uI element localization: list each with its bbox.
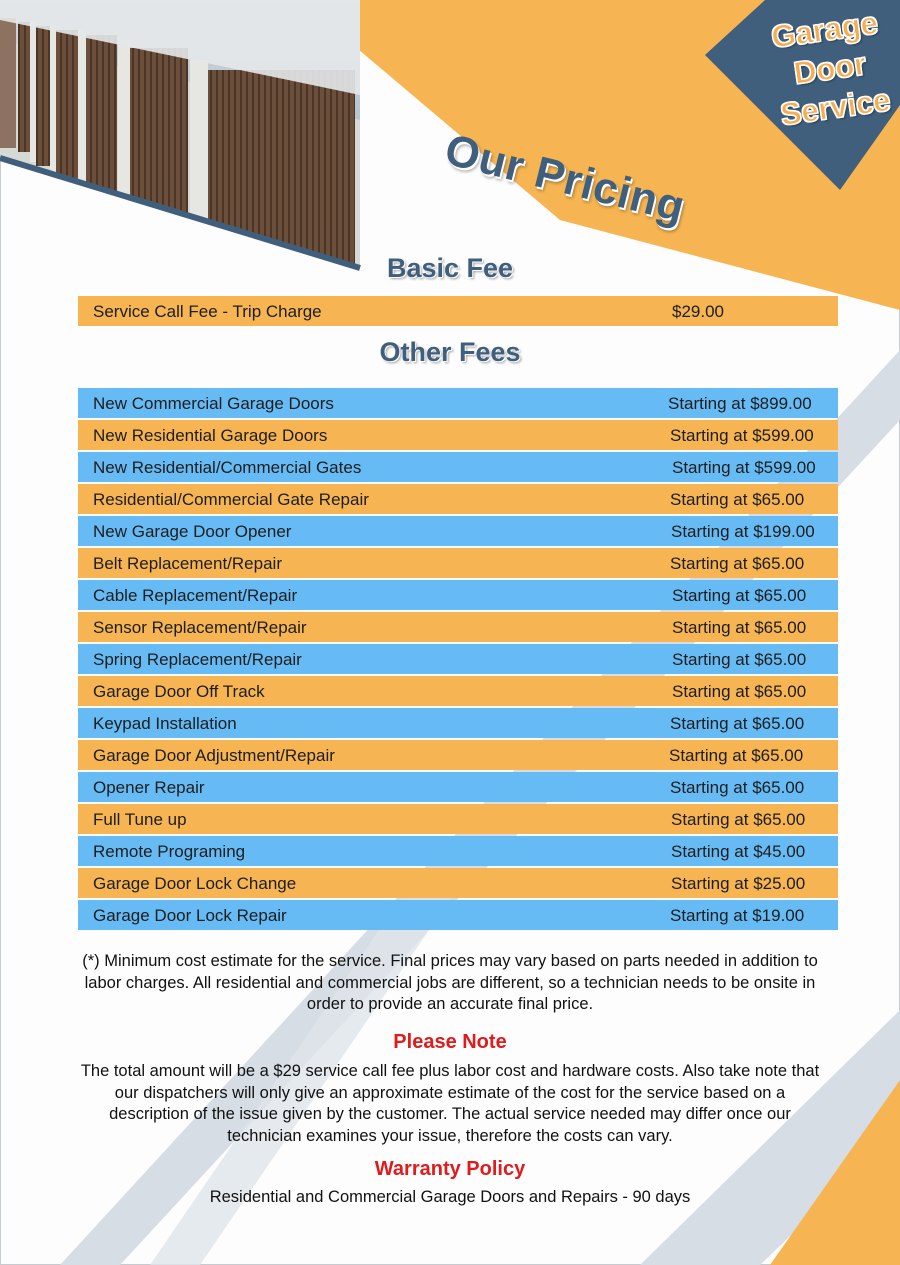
fee-price: Starting at $45.00 [671, 842, 806, 861]
fee-row [78, 708, 838, 738]
fee-price: Starting at $599.00 [672, 458, 816, 477]
fee-row [78, 740, 838, 770]
fee-name: Belt Replacement/Repair [93, 554, 282, 573]
fee-row [78, 676, 838, 706]
fee-name: Remote Programing [93, 842, 246, 861]
fee-row [78, 804, 838, 834]
fee-name: Garage Door Lock Change [93, 874, 297, 893]
fee-row [78, 612, 838, 642]
fee-row [78, 836, 838, 866]
fee-price: Starting at $899.00 [668, 394, 812, 413]
fee-price: Starting at $199.00 [671, 522, 815, 541]
fee-name: New Residential/Commercial Gates [93, 458, 362, 477]
fee-row [78, 900, 838, 930]
fee-name: Keypad Installation [93, 714, 237, 733]
fee-name: Spring Replacement/Repair [93, 650, 302, 669]
fee-row [78, 452, 838, 482]
other-fees-title: Other Fees [379, 337, 521, 367]
fee-name: Full Tune up [93, 810, 187, 829]
fee-price: Starting at $65.00 [672, 650, 807, 669]
fee-name: Opener Repair [93, 778, 205, 797]
please-note-title: Please Note [393, 1031, 507, 1053]
fee-name: New Commercial Garage Doors [93, 394, 334, 413]
fee-price: Starting at $65.00 [672, 618, 807, 637]
fee-name: Sensor Replacement/Repair [93, 618, 307, 637]
badge-line-3: Service [778, 82, 893, 133]
badge-line-1: Garage [769, 5, 880, 55]
fee-name: Residential/Commercial Gate Repair [93, 490, 369, 509]
basic-fee-title: Basic Fee [386, 253, 514, 283]
fee-name: Garage Door Adjustment/Repair [93, 746, 335, 765]
fee-name: Cable Replacement/Repair [93, 586, 298, 605]
fee-row [78, 644, 838, 674]
fee-name: New Residential Garage Doors [93, 426, 328, 445]
disclaimer-text: (*) Minimum cost estimate for the service. Final prices may vary based on parts needed in addition to labor charges. All residential and commercial jobs are different, so a technician needs to be onsite in order to provide an accurate final price. [82, 952, 818, 1013]
fee-row [78, 484, 838, 514]
fee-price: Starting at $19.00 [670, 906, 805, 925]
fee-price: Starting at $65.00 [672, 682, 807, 701]
fee-price: Starting at $65.00 [672, 586, 807, 605]
fee-row [78, 420, 838, 450]
fee-row [78, 868, 838, 898]
service-badge [753, 1, 900, 136]
fee-price: Starting at $65.00 [671, 810, 806, 829]
fee-row [78, 548, 838, 578]
fee-price: Starting at $65.00 [670, 490, 805, 509]
fee-row [78, 388, 838, 418]
fee-price: Starting at $25.00 [671, 874, 806, 893]
fee-name: New Garage Door Opener [93, 522, 292, 541]
fee-name: Garage Door Lock Repair [93, 906, 287, 925]
fee-price: Starting at $599.00 [670, 426, 814, 445]
warranty-text: Residential and Commercial Garage Doors and Repairs - 90 days [209, 1188, 691, 1206]
fee-price: Starting at $65.00 [669, 746, 804, 765]
badge-line-2: Door [791, 46, 869, 91]
fee-price: Starting at $65.00 [670, 554, 805, 573]
fee-name: Garage Door Off Track [93, 682, 265, 701]
fee-row [78, 580, 838, 610]
warranty-title: Warranty Policy [374, 1158, 526, 1180]
basic-fee-row [78, 296, 838, 326]
fee-price: Starting at $65.00 [670, 778, 805, 797]
fee-row [78, 772, 838, 802]
fee-name: Service Call Fee - Trip Charge [93, 302, 322, 321]
fee-price: $29.00 [672, 302, 724, 321]
please-note-text: The total amount will be a $29 service call fee plus labor cost and hardware costs. Also take note that our dispatchers will only give an approximate estimate of the cost for the service based on a description of the issue given by the customer. The actual service needed may differ once our technician examines your issue, therefore the costs can vary. [80, 1062, 820, 1145]
fee-price: Starting at $65.00 [670, 714, 805, 733]
page-title: Our Pricing [440, 125, 690, 232]
fee-row [78, 516, 838, 546]
